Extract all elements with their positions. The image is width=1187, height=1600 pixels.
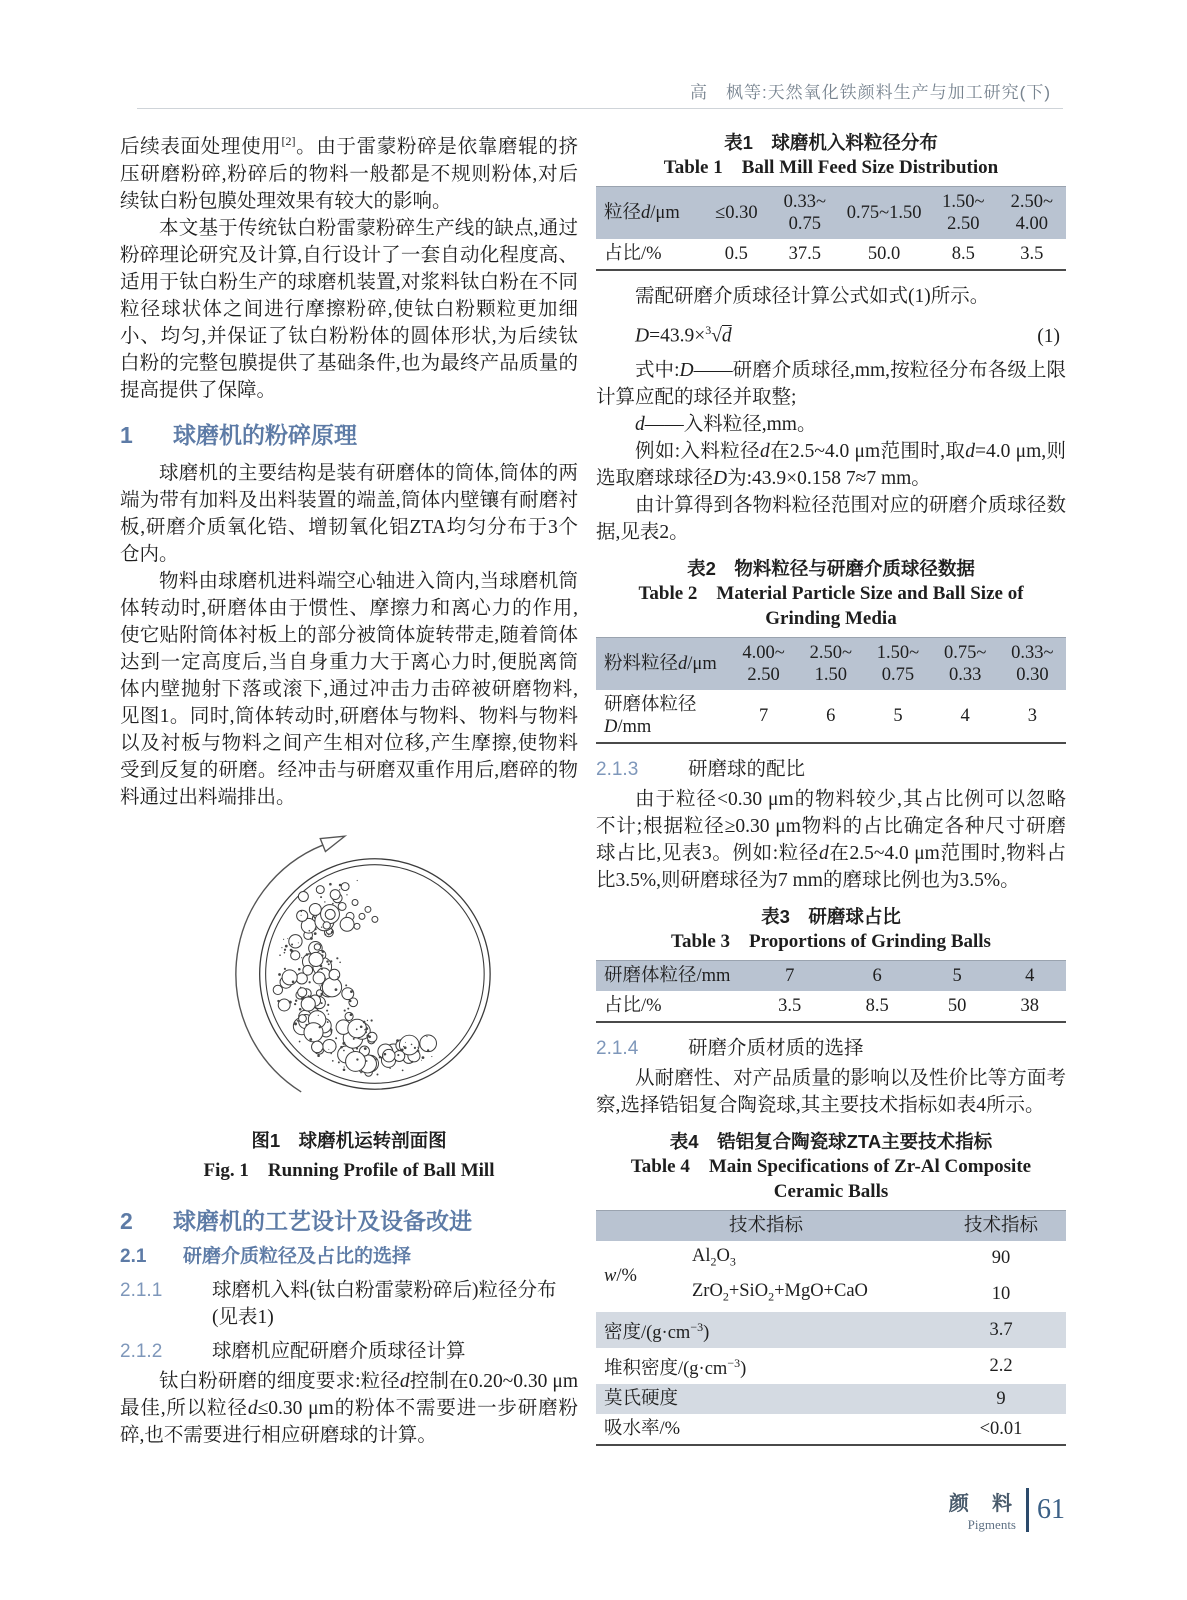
- subsection-heading-2-1-3: [596, 756, 1066, 783]
- table-cell: 莫氏硬度: [604, 1389, 679, 1410]
- table-3: [596, 960, 1066, 1023]
- journal-name: [949, 1487, 1016, 1533]
- table-cell: 1.50~ 2.50: [942, 192, 985, 234]
- table-row: [596, 239, 1066, 270]
- subsection-title: 球磨机入料(钛白粉雷蒙粉碎后)粒径分布(见表1): [212, 1279, 557, 1328]
- table-row: [596, 1348, 1066, 1384]
- table-cell: 7: [758, 705, 769, 726]
- table-cell: 3.5: [778, 995, 802, 1016]
- table-2-block: [596, 556, 1066, 744]
- table-2-title-en: Table 2 Material Particle Size and Ball Size of Grinding Media: [638, 582, 1029, 629]
- table-cell: 占比/%: [604, 244, 662, 264]
- table-cell: w/%: [604, 1266, 637, 1287]
- table-row: [596, 187, 1066, 240]
- table-cell: 10: [991, 1284, 1011, 1305]
- table-row: [596, 690, 1066, 743]
- subsection-heading-2-1-2: [120, 1338, 578, 1365]
- page-footer: [949, 1487, 1065, 1533]
- table-2-title-zh: 表2 物料粒径与研磨介质球径数据: [687, 557, 975, 579]
- paragraph: 从耐磨性、对产品质量的影响以及性价比等方面考察,选择锆铝复合陶瓷球,其主要技术指标如表4所示。: [596, 1067, 1066, 1116]
- table-cell: 4: [960, 705, 970, 726]
- table-cell: 2.50~ 1.50: [809, 642, 852, 685]
- table-cell: 2.2: [989, 1356, 1013, 1377]
- table-cell: 粉料粒径d/μm: [604, 653, 717, 674]
- table-row: [596, 1384, 1066, 1414]
- table-cell: 6: [872, 965, 882, 986]
- table-cell: 3.5: [1020, 244, 1044, 264]
- table-cell: 37.5: [788, 244, 822, 264]
- table-cell: 0.33~ 0.75: [783, 192, 827, 234]
- paragraph: 由于粒径<0.30 μm的物料较少,其占比例可以忽略不计;根据粒径≥0.30 μm物料的占比确定各种尺寸研磨球占比,见表3。例如:粒径d在2.5~4.0 μm范围时,物料占比3.5%,则研磨球径为7 mm的磨球比例也为3.5%。: [596, 788, 1066, 891]
- footer-divider-bar: [1026, 1488, 1029, 1532]
- subsection-title: 研磨介质材质的选择: [688, 1037, 864, 1059]
- paragraph: 式中:D——研磨介质球径,mm,按粒径分布各级上限计算应配的球径并取整;: [596, 359, 1067, 408]
- paragraph: 球磨机的主要结构是装有研磨体的筒体,筒体的两端为带有加料及出料装置的端盖,筒体内壁镶有耐磨衬板,研磨介质氧化锆、增韧氧化铝ZTA均匀分布于3个仓内。: [120, 462, 578, 565]
- journal-name-zh: 颜 料: [948, 1493, 1016, 1515]
- paragraph: 例如:入料粒径d在2.5~4.0 μm范围时,取d=4.0 μm,则选取磨球球径D为:43.9×0.158 7≈7 mm。: [596, 440, 1066, 489]
- table-row: [596, 1241, 1066, 1277]
- table-cell: 38: [1020, 995, 1039, 1016]
- running-title: 高 枫等:天然氧化铁颜料生产与加工研究(下): [689, 83, 1051, 102]
- subsection-number: 2.1.1: [120, 1279, 163, 1301]
- table-4-block: [596, 1129, 1066, 1447]
- left-column: [120, 128, 578, 1449]
- section-heading-2: [120, 1206, 578, 1236]
- table-3-title-en: Table 3 Proportions of Grinding Balls: [671, 930, 991, 952]
- table-cell: 技术指标: [728, 1215, 803, 1236]
- equation-expression: D=43.9×$^3$√d: [635, 323, 732, 347]
- subsection-heading-2-1: [120, 1244, 578, 1270]
- table-row: [596, 637, 1066, 690]
- paragraph: 本文基于传统钛白粉雷蒙粉碎生产线的缺点,通过粉碎理论研究及计算,自行设计了一套自动化程度高、适用于钛白粉生产的球磨机装置,对浆料钛白粉在不同粒径球状体之间进行摩擦粉碎,使钛白粉颗粒更加细小、均匀,并保证了钛白粉粉体的圆体形状,为后续钛白粉的完整包膜提供了基础条件,也为最终产品质量的提高提供了保障。: [120, 217, 578, 401]
- table-cell: 研磨体粒径/mm: [604, 965, 731, 986]
- subsection-heading-2-1-1: [120, 1277, 578, 1331]
- table-cell: 2.50~ 4.00: [1010, 192, 1053, 234]
- section-heading-1: [120, 420, 578, 450]
- table-row: [596, 1414, 1066, 1445]
- table-row: [596, 960, 1066, 991]
- section-number: 2: [120, 1207, 133, 1234]
- ball-mill-diagram: [190, 825, 530, 1123]
- table-cell: 吸水率/%: [604, 1419, 681, 1440]
- table-4-title-zh: 表4 锆铝复合陶瓷球ZTA主要技术指标: [669, 1130, 993, 1152]
- figure-caption-zh: 图1 球磨机运转剖面图: [251, 1129, 447, 1151]
- equation-1: [596, 317, 1066, 350]
- section-number: 1: [120, 421, 133, 448]
- table-cell: 0.75~1.50: [846, 203, 922, 223]
- subsection-number: 2.1.3: [596, 758, 639, 780]
- subsection-title: 研磨介质粒径及占比的选择: [183, 1245, 412, 1267]
- table-cell: <0.01: [979, 1419, 1023, 1440]
- table-row: [596, 1210, 1066, 1241]
- subsection-heading-2-1-4: [596, 1035, 1066, 1062]
- table-cell: 1.50~ 0.75: [876, 642, 920, 685]
- table-cell: 3: [1027, 705, 1037, 726]
- table-cell: 90: [991, 1248, 1011, 1269]
- table-cell: 占比/%: [604, 995, 662, 1016]
- table-cell: 50.0: [867, 244, 901, 264]
- table-1: [596, 186, 1066, 271]
- section-title: 球磨机的粉碎原理: [173, 421, 357, 448]
- subsection-title: 球磨机应配研磨介质球径计算: [212, 1340, 466, 1362]
- paragraph: 钛白粉研磨的细度要求:粒径d控制在0.20~0.30 μm最佳,所以粒径d≤0.30 μm的粉体不需要进一步研磨粉碎,也不需要进行相应研磨球的计算。: [120, 1370, 578, 1446]
- table-cell: 6: [826, 705, 836, 726]
- table-1-title-en: Table 1 Ball Mill Feed Size Distribution: [663, 157, 999, 178]
- table-cell: 研磨体粒径D/mm: [604, 694, 697, 737]
- table-cell: ZrO$_2$+SiO$_2$+MgO+CaO: [692, 1281, 868, 1304]
- table-cell: 技术指标: [963, 1215, 1038, 1236]
- table-cell: 0.75~ 0.33: [943, 642, 987, 685]
- table-2: [596, 637, 1066, 744]
- table-cell: 9: [996, 1389, 1006, 1410]
- table-cell: 粒径d/μm: [604, 203, 680, 223]
- table-cell: 0.5: [724, 244, 748, 264]
- table-cell: 0.33~ 0.30: [1011, 642, 1054, 685]
- table-4-title-en: Table 4 Main Specifications of Zr-Al Composite Ceramic Balls: [630, 1155, 1036, 1202]
- paragraph: d——入料粒径,mm。: [635, 413, 817, 435]
- table-cell: 3.7: [989, 1319, 1013, 1340]
- table-cell: 8.5: [865, 995, 889, 1016]
- table-cell: 堆积密度$/(g\cdot cm^{-3})$: [604, 1356, 747, 1380]
- table-cell: 5: [893, 705, 903, 726]
- subsection-number: 2.1.4: [596, 1037, 639, 1059]
- right-column: [596, 130, 1066, 1458]
- paragraph: 需配研磨介质球径计算公式如式(1)所示。: [635, 286, 990, 307]
- table-cell: 5: [952, 965, 962, 986]
- table-cell: 50: [947, 995, 967, 1016]
- table-cell: $Al_2O_3$: [692, 1245, 736, 1269]
- table-cell: 7: [785, 965, 795, 986]
- equation-number: (1): [1037, 325, 1060, 347]
- paragraph: 由计算得到各物料粒径范围对应的研磨介质球径数据,见表2。: [596, 494, 1066, 543]
- subsection-number: 2.1: [120, 1245, 147, 1267]
- paragraph: 后续表面处理使用[2]。由于雷蒙粉碎是依靠磨辊的挤压研磨粉碎,粉碎后的物料一般都是不规则粉体,对后续钛白粉包膜处理效果有较大的影响。: [120, 134, 578, 212]
- header-divider: [137, 108, 1063, 109]
- subsection-title: 研磨球的配比: [688, 758, 806, 780]
- table-cell: 8.5: [951, 244, 975, 264]
- table-1-block: [596, 130, 1066, 271]
- journal-name-en: Pigments: [967, 1517, 1016, 1532]
- table-row: [596, 991, 1066, 1022]
- section-title: 球磨机的工艺设计及设备改进: [173, 1207, 472, 1234]
- table-3-block: [596, 904, 1066, 1023]
- table-cell: 密度$/(g\cdot cm^{-3})$: [604, 1319, 710, 1344]
- figure-ball-mill: [120, 825, 578, 1184]
- table-cell: 4: [1025, 965, 1035, 986]
- subsection-number: 2.1.2: [120, 1340, 163, 1362]
- figure-caption-en: Fig. 1 Running Profile of Ball Mill: [203, 1159, 495, 1181]
- page-number: 61: [1037, 1494, 1065, 1525]
- table-cell: 4.00~ 2.50: [742, 642, 785, 685]
- table-3-title-zh: 表3 研磨球占比: [761, 905, 901, 927]
- paragraph: 物料由球磨机进料端空心轴进入筒内,当球磨机筒体转动时,研磨体由于惯性、摩擦力和离心力的作用,使它贴附筒体衬板上的部分被筒体旋转带走,随着筒体达到一定高度后,当自身重力大于离心力时,便脱离筒体内壁抛射下落或滚下,通过冲击力击碎被研磨物料,见图1。同时,筒体转动时,研磨体与物料、物料与物料以及衬板与物料之间产生相对位移,产生摩擦,使物料受到反复的研磨。经冲击与研磨双重作用后,磨碎的物料通过出料端排出。: [120, 570, 578, 808]
- table-row: [596, 1312, 1066, 1348]
- rotation-arrow-head: [320, 836, 345, 851]
- table-4: [596, 1210, 1066, 1447]
- table-cell: ≤0.30: [715, 203, 758, 223]
- table-1-title-zh: 表1 球磨机入料粒径分布: [724, 132, 938, 153]
